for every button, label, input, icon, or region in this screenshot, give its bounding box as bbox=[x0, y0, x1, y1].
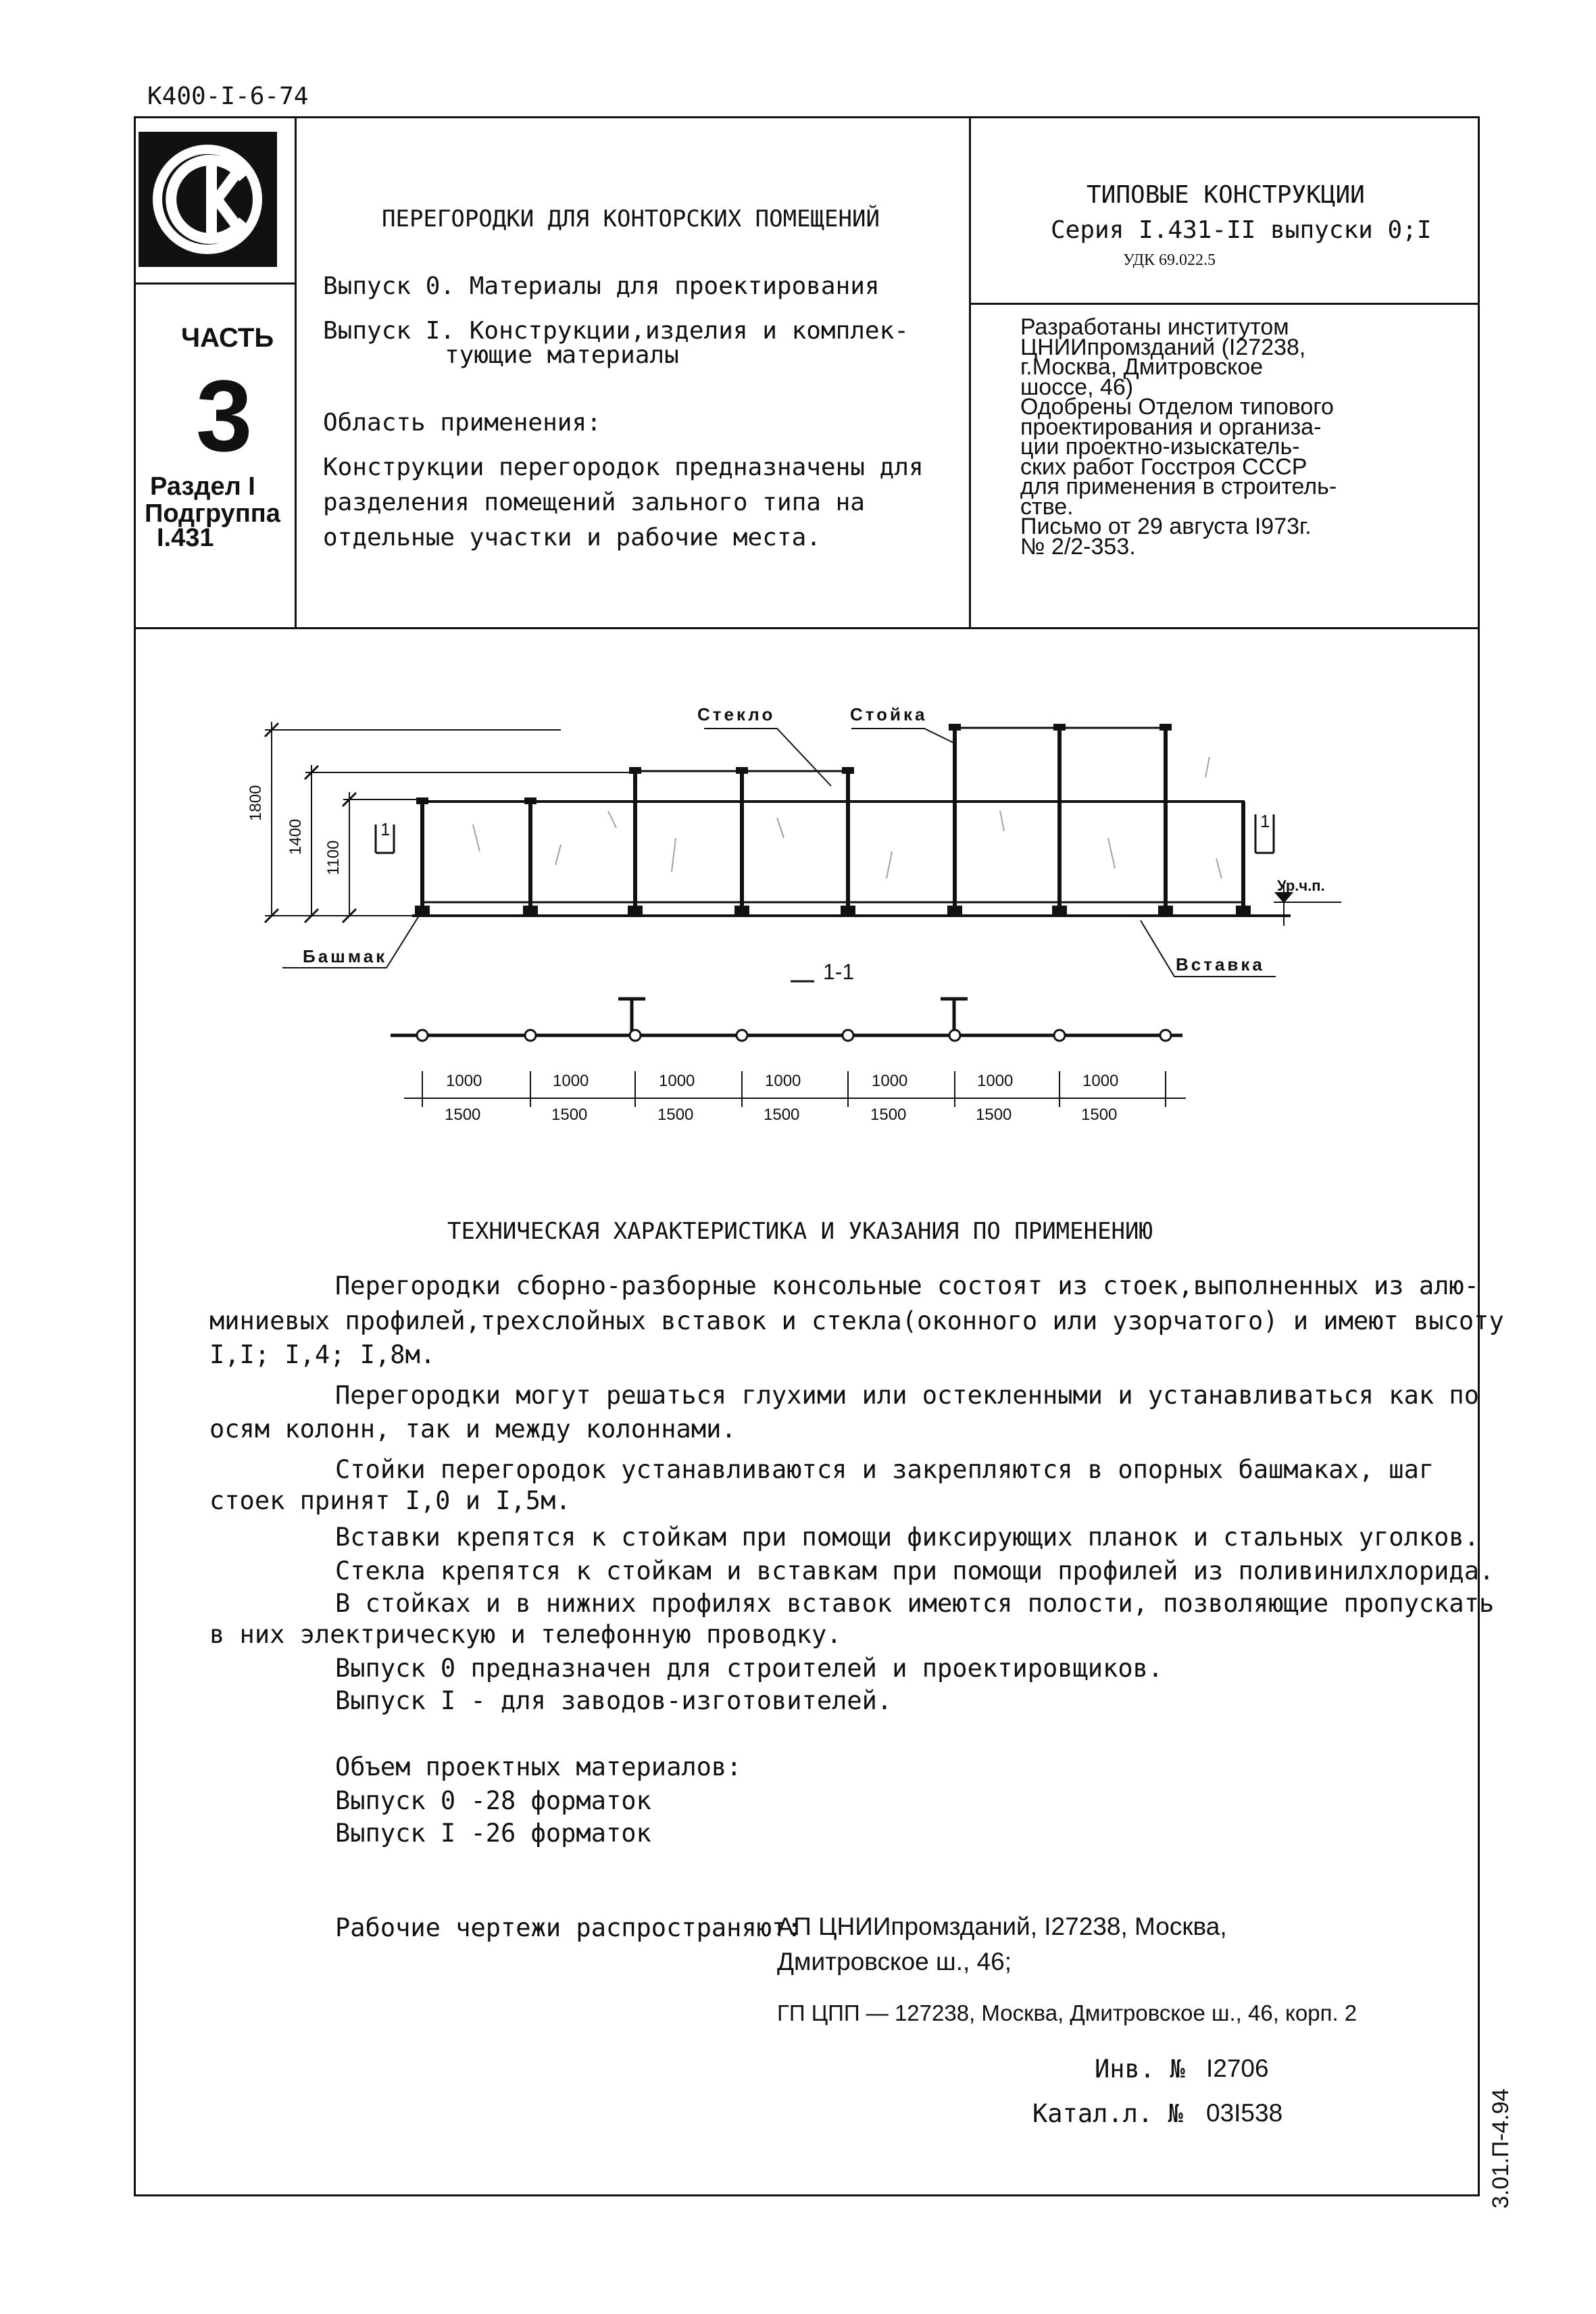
scope-line: разделения помещений зального типа на bbox=[323, 489, 865, 516]
span-1500: 1500 bbox=[1081, 1106, 1118, 1124]
leader-post bbox=[851, 729, 955, 743]
tech-line: осям колонн, так и между колоннами. bbox=[209, 1414, 737, 1444]
plan-node bbox=[737, 1030, 747, 1041]
part-label: ЧАСТЬ bbox=[181, 323, 274, 353]
tech-line: Стекла крепятся к стойкам и вставкам при помощи профилей из поливинилхлорида. bbox=[335, 1556, 1495, 1585]
shoe bbox=[523, 906, 538, 916]
issue-0: Выпуск 0. Материалы для проектирования bbox=[323, 272, 880, 300]
posts bbox=[422, 728, 1243, 914]
tech-line: Выпуск 0 предназначен для строителей и проектировщиков. bbox=[335, 1654, 1164, 1683]
span-1000: 1000 bbox=[1082, 1072, 1119, 1090]
shoe bbox=[734, 906, 749, 916]
dev-line: для применения в строитель- bbox=[1020, 474, 1337, 499]
dev-line: стве. bbox=[1020, 493, 1074, 520]
partition-drawing bbox=[0, 0, 1596, 1149]
inventory-label: Инв. № bbox=[1095, 2054, 1185, 2084]
shoe bbox=[1158, 906, 1173, 916]
post-cap bbox=[629, 767, 641, 774]
dim-1400: 1400 bbox=[286, 818, 305, 855]
subgroup-label: Подгруппа bbox=[145, 499, 280, 528]
span-1000: 1000 bbox=[659, 1072, 695, 1090]
issue-1-line-1: Выпуск I. Конструкции,изделия и комплек- bbox=[323, 317, 909, 345]
elevation bbox=[265, 722, 1291, 922]
shoe bbox=[415, 906, 430, 916]
label-glass: Стекло bbox=[697, 704, 776, 724]
tech-line: миниевых профилей,трехслойных вставок и стекла(оконного или узорчатого) и имеют высоту bbox=[209, 1306, 1504, 1335]
distribution-line-1: АП ЦНИИпромзданий, I27238, Москва, bbox=[777, 1913, 1227, 1940]
tech-line: В стойках и в нижних профилях вставок имеются полости, позволяющие пропускать bbox=[335, 1589, 1495, 1618]
distribution-line-3: ГП ЦПП — 127238, Москва, Дмитровское ш., 46, корп. 2 bbox=[777, 2000, 1357, 2025]
section-label: Раздел I bbox=[150, 472, 255, 501]
side-code: 3.01.П-4.94 bbox=[1488, 2088, 1514, 2209]
tech-line: I,I; I,4; I,8м. bbox=[209, 1340, 436, 1369]
plan-node bbox=[630, 1030, 641, 1041]
plan-node bbox=[1054, 1030, 1065, 1041]
post-cap bbox=[416, 797, 428, 804]
part-number: 3 bbox=[196, 359, 253, 472]
header-title: ПЕРЕГОРОДКИ ДЛЯ КОНТОРСКИХ ПОМЕЩЕНИЙ bbox=[382, 205, 880, 232]
dev-line: ЦНИИпромзданий (I27238, bbox=[1020, 334, 1306, 360]
catalog-label: Катал.л. № bbox=[1032, 2099, 1183, 2128]
post-cap bbox=[1159, 724, 1172, 731]
shoe bbox=[1236, 906, 1251, 916]
span-1000: 1000 bbox=[553, 1072, 589, 1090]
dim-1100: 1100 bbox=[324, 840, 343, 875]
tech-title: ТЕХНИЧЕСКАЯ ХАРАКТЕРИСТИКА И УКАЗАНИЯ ПО ПРИМЕНЕНИЮ bbox=[447, 1218, 1153, 1245]
post-cap bbox=[736, 767, 748, 774]
tech-line: Выпуск I - для заводов-изготовителей. bbox=[335, 1686, 893, 1715]
document-code: К400-I-6-74 bbox=[147, 82, 309, 110]
plan-node bbox=[843, 1030, 853, 1041]
label-shoe: Башмак bbox=[303, 946, 388, 966]
shoe bbox=[947, 906, 962, 916]
series-line: Серия I.431-II выпуски 0;I bbox=[1051, 216, 1432, 244]
section-mark-left: 1 bbox=[380, 819, 391, 839]
plan-node bbox=[949, 1030, 960, 1041]
dim-ticks bbox=[265, 723, 356, 922]
tech-line: стоек принят I,0 и I,5м. bbox=[209, 1486, 571, 1515]
frame-bottom bbox=[134, 2194, 1480, 2196]
span-1000: 1000 bbox=[446, 1072, 482, 1090]
span-1500: 1500 bbox=[764, 1106, 800, 1124]
dev-line: Одобрены Отделом типового bbox=[1020, 394, 1334, 420]
plan-section bbox=[391, 981, 1182, 1035]
tech-line: Вставки крепятся к стойкам при помощи фиксирующих планок и стальных уголков. bbox=[335, 1523, 1479, 1552]
span-1500: 1500 bbox=[445, 1106, 481, 1124]
dev-line: г.Москва, Дмитровское bbox=[1020, 354, 1264, 380]
span-1500: 1500 bbox=[657, 1106, 694, 1124]
distribution-line-2: Дмитровское ш., 46; bbox=[777, 1948, 1012, 1975]
volume-title: Объем проектных материалов: bbox=[335, 1752, 742, 1781]
label-post: Стойка bbox=[850, 704, 928, 724]
dim-1800: 1800 bbox=[247, 785, 265, 821]
volume-line: Выпуск 0 -28 форматок bbox=[335, 1786, 651, 1815]
plan-node bbox=[525, 1030, 536, 1041]
dev-line: проектирования и организа- bbox=[1020, 414, 1322, 440]
post-cap bbox=[842, 767, 854, 774]
udk-code: УДК 69.022.5 bbox=[1123, 251, 1216, 269]
type-line: ТИПОВЫЕ КОНСТРУКЦИИ bbox=[1087, 181, 1365, 209]
shoe bbox=[841, 906, 855, 916]
span-1500: 1500 bbox=[551, 1106, 588, 1124]
section-marks bbox=[376, 814, 1274, 853]
span-1500: 1500 bbox=[976, 1106, 1012, 1124]
tech-line: Перегородки сборно-разборные консольные состоят из стоек,выполненных из алю- bbox=[335, 1271, 1479, 1300]
issue-1-line-2: тующие материалы bbox=[445, 341, 679, 369]
span-1000: 1000 bbox=[765, 1072, 801, 1090]
leader-glass bbox=[704, 729, 831, 786]
leaders bbox=[282, 729, 1276, 977]
shoe bbox=[628, 906, 643, 916]
dev-line: ских работ Госстроя СССР bbox=[1020, 453, 1307, 480]
shoe bbox=[1052, 906, 1067, 916]
distribution-label: Рабочие чертежи распространяют: bbox=[335, 1913, 802, 1942]
inventory-number: I2706 bbox=[1206, 2054, 1269, 2082]
subgroup-code: I.431 bbox=[157, 524, 214, 552]
tech-line: Стойки перегородок устанавливаются и закрепляются в опорных башмаках, шаг bbox=[335, 1455, 1435, 1484]
span-1000: 1000 bbox=[977, 1072, 1014, 1090]
section-mark-right: 1 bbox=[1260, 811, 1270, 831]
dev-line: № 2/2-353. bbox=[1020, 533, 1136, 560]
dev-line: Разработаны институтом bbox=[1020, 314, 1289, 340]
post-cap bbox=[1053, 724, 1066, 731]
dev-line: шоссе, 46) bbox=[1020, 374, 1134, 400]
dev-line: Письмо от 29 августа I973г. bbox=[1020, 514, 1312, 539]
plan-node bbox=[1160, 1030, 1171, 1041]
tech-line: Перегородки могут решаться глухими или остекленными и устанавливаться как по bbox=[335, 1381, 1479, 1410]
tech-line: в них электрическую и телефонную проводку. bbox=[209, 1620, 842, 1649]
dev-line: ции проектно-изыскатель- bbox=[1020, 434, 1300, 460]
post-shoes bbox=[415, 724, 1251, 916]
plan-node bbox=[417, 1030, 428, 1041]
label-floor-level: Ур.ч.п. bbox=[1277, 877, 1325, 894]
span-1000: 1000 bbox=[872, 1072, 908, 1090]
section-label: 1-1 bbox=[823, 960, 855, 984]
post-cap bbox=[524, 797, 537, 804]
volume-line: Выпуск I -26 форматок bbox=[335, 1819, 651, 1848]
post-cap bbox=[949, 724, 961, 731]
scope-line: Конструкции перегородок предназначены для bbox=[323, 453, 924, 481]
span-1500: 1500 bbox=[870, 1106, 907, 1124]
catalog-number: 03I538 bbox=[1206, 2099, 1283, 2127]
scope-title: Область применения: bbox=[323, 409, 601, 437]
label-insert: Вставка bbox=[1176, 954, 1265, 975]
scope-line: отдельные участки и рабочие места. bbox=[323, 524, 821, 551]
